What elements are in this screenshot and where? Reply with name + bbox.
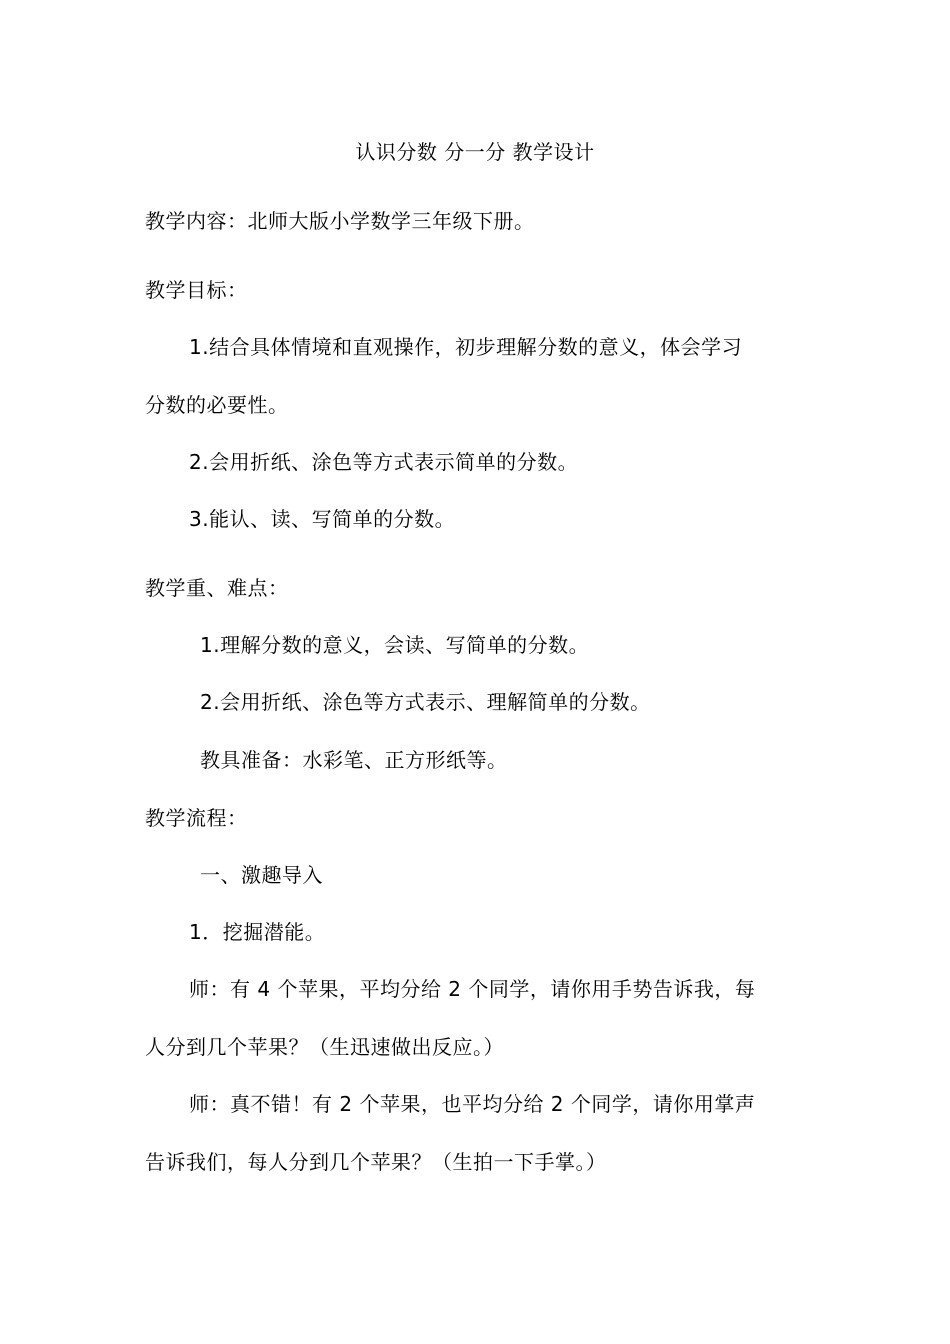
- keypoint-2: 2.会用折纸、涂色等方式表示、理解简单的分数。: [200, 690, 651, 714]
- keypoints-heading: 教学重、难点：: [145, 576, 289, 600]
- objective-3: 3.能认、读、写简单的分数。: [189, 507, 456, 531]
- objective-1-line-2: 分数的必要性。: [145, 393, 289, 417]
- paragraph-1-line-1: 师：有 4 个苹果，平均分给 2 个同学，请你用手势告诉我，每: [189, 977, 756, 1001]
- paragraph-1-line-2: 人分到几个苹果？（生迅速做出反应。）: [145, 1035, 504, 1059]
- paragraph-2-line-1: 师：真不错！有 2 个苹果，也平均分给 2 个同学，请你用掌声: [189, 1092, 756, 1116]
- section-1-heading: 一、激趣导入: [200, 863, 323, 887]
- keypoint-1: 1.理解分数的意义，会读、写简单的分数。: [200, 633, 590, 657]
- step-1: 1．挖掘潜能。: [189, 920, 326, 944]
- objective-2: 2.会用折纸、涂色等方式表示简单的分数。: [189, 450, 579, 474]
- objective-1-line-1: 1.结合具体情境和直观操作，初步理解分数的意义，体会学习: [189, 335, 743, 359]
- objectives-heading: 教学目标：: [145, 278, 248, 302]
- materials: 教具准备：水彩笔、正方形纸等。: [200, 748, 508, 772]
- document-title: 认识分数 分一分 教学设计: [355, 140, 595, 164]
- process-heading: 教学流程：: [145, 806, 248, 830]
- teaching-content: 教学内容：北师大版小学数学三年级下册。: [145, 209, 535, 233]
- paragraph-2-line-2: 告诉我们，每人分到几个苹果？（生拍一下手掌。）: [145, 1150, 607, 1174]
